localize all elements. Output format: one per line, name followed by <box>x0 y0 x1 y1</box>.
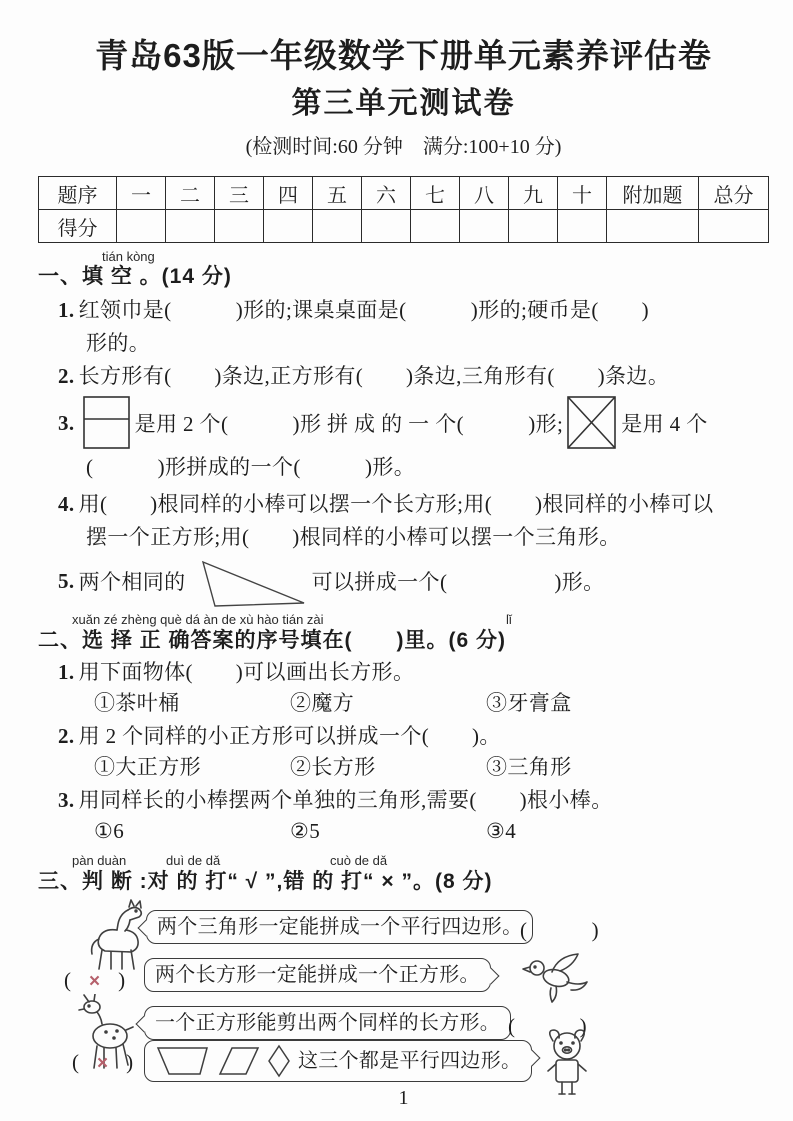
score-col: 三 <box>215 177 264 210</box>
option-2: ②长方形 <box>290 755 376 779</box>
choice-question-2: 2. 用 2 个同样的小正方形可以拼成一个( )。 <box>58 724 501 748</box>
paper-subtitle: 第三单元测试卷 <box>291 87 516 120</box>
score-cell <box>607 210 699 243</box>
score-col: 四 <box>264 177 313 210</box>
choice-question-1-options <box>38 688 769 719</box>
option-3: ③牙膏盒 <box>486 691 572 715</box>
score-cell <box>166 210 215 243</box>
judge-answer-mark-2: ( × ) <box>64 968 126 992</box>
score-header-label: 题序 <box>39 177 117 210</box>
paper-title: 青岛63版一年级数学下册单元素养评估卷 <box>95 37 712 74</box>
score-col: 附加题 <box>607 177 699 210</box>
option-1: ①6 <box>94 819 125 843</box>
score-cell <box>699 210 769 243</box>
pinyin-cuodeda: cuò de dǎ <box>330 853 388 868</box>
score-col: 一 <box>117 177 166 210</box>
pig-illustration <box>536 1028 600 1104</box>
pinyin-judge-line <box>38 853 769 868</box>
option-2: ②魔方 <box>290 691 355 715</box>
pinyin-tiankong: tián kòng <box>102 249 155 264</box>
option-3: ③4 <box>486 819 517 843</box>
choice-question-1: 1. 用下面物体( )可以画出长方形。 <box>58 660 415 684</box>
fill-question-1: 1. 红领巾是( )形的;课桌桌面是( )形的;硬币是( ) <box>58 298 649 322</box>
score-cell <box>411 210 460 243</box>
score-cell <box>215 210 264 243</box>
square-with-diagonals-figure <box>567 396 617 450</box>
exam-info: (检测时间:60 分钟 满分:100+10 分) <box>245 136 562 158</box>
judge-statements-area <box>38 898 769 1086</box>
score-cell <box>509 210 558 243</box>
choice-question-2-options <box>38 752 769 783</box>
fill-question-3: 3. 是用 2 个( )形 拼 成 的 一 个( )形; 是用 4 个 <box>38 395 769 451</box>
score-col: 六 <box>362 177 411 210</box>
fill-question-1-cont: 形的。 <box>86 331 151 355</box>
score-cell <box>362 210 411 243</box>
score-col: 总分 <box>699 177 769 210</box>
pinyin-choice-main: xuǎn zé zhèng què dá àn de xù hào tián zài <box>72 612 324 627</box>
score-col: 八 <box>460 177 509 210</box>
choice-question-3-options <box>38 816 769 847</box>
fill-question-3-cont: ( )形拼成的一个( )形。 <box>86 455 416 479</box>
score-table <box>38 176 769 243</box>
judge-answer-parens-1: ( ) <box>520 918 599 942</box>
pinyin-choice-li: lǐ <box>506 612 512 627</box>
section-two-heading: 二、选 择 正 确答案的序号填在( )里。(6 分) <box>38 629 506 652</box>
judge-bubble-4: 这三个都是平行四边形。 <box>144 1040 532 1082</box>
x-mark: × <box>97 1053 109 1074</box>
score-cell <box>117 210 166 243</box>
fill-question-4-cont: 摆一个正方形;用( )根同样的小棒可以摆一个三角形。 <box>86 525 621 549</box>
judge-bubble-1: 两个三角形一定能拼成一个平行四边形。 <box>146 910 533 944</box>
judge-bubble-2: 两个长方形一定能拼成一个正方形。 <box>144 958 491 992</box>
page-number: 1 <box>398 1087 409 1109</box>
fill-question-4: 4. 用( )根同样的小棒可以摆一个长方形;用( )根同样的小棒可以 <box>58 492 714 516</box>
score-cell <box>558 210 607 243</box>
score-col: 二 <box>166 177 215 210</box>
score-col: 九 <box>509 177 558 210</box>
pinyin-choice-line <box>38 612 769 627</box>
trapezoid-icon <box>155 1045 211 1077</box>
score-table-header-row <box>39 177 769 210</box>
score-cell <box>264 210 313 243</box>
fill-question-5: 5. 两个相同的 可以拼成一个( )形。 <box>38 556 769 606</box>
x-mark: × <box>89 971 101 992</box>
obtuse-triangle-figure <box>190 559 308 609</box>
score-cell <box>460 210 509 243</box>
square-split-horizontal-figure <box>83 396 131 450</box>
parallelogram-icon <box>218 1045 260 1077</box>
judge-answer-parens-3: ( ) <box>508 1014 587 1038</box>
option-2: ②5 <box>290 819 321 843</box>
score-col: 七 <box>411 177 460 210</box>
rhombus-icon <box>267 1044 291 1078</box>
option-1: ①大正方形 <box>94 755 201 779</box>
pinyin-duideda: duì de dǎ <box>166 853 221 868</box>
score-cell <box>313 210 362 243</box>
section-three-heading: 三、判 断 :对 的 打“ √ ”,错 的 打“ × ”。(8 分) <box>38 870 493 893</box>
bird-illustration <box>520 950 604 1010</box>
section-one-heading: 一、填 空 。(14 分) <box>38 265 232 288</box>
judge-answer-mark-4: ( × ) <box>72 1050 134 1074</box>
fill-question-2: 2. 长方形有( )条边,正方形有( )条边,三角形有( )条边。 <box>58 364 670 388</box>
bubble-tail <box>482 968 499 985</box>
score-table-score-row <box>39 210 769 243</box>
score-col: 五 <box>313 177 362 210</box>
choice-question-3: 3. 用同样长的小棒摆两个单独的三角形,需要( )根小棒。 <box>58 788 613 812</box>
score-col: 十 <box>558 177 607 210</box>
option-1: ①茶叶桶 <box>94 691 180 715</box>
horse-illustration <box>84 898 148 972</box>
judge-bubble-3: 一个正方形能剪出两个同样的长方形。 <box>144 1006 511 1040</box>
score-row-label: 得分 <box>39 210 117 243</box>
pinyin-panduan: pàn duàn <box>72 853 127 868</box>
option-3: ③三角形 <box>486 755 572 779</box>
